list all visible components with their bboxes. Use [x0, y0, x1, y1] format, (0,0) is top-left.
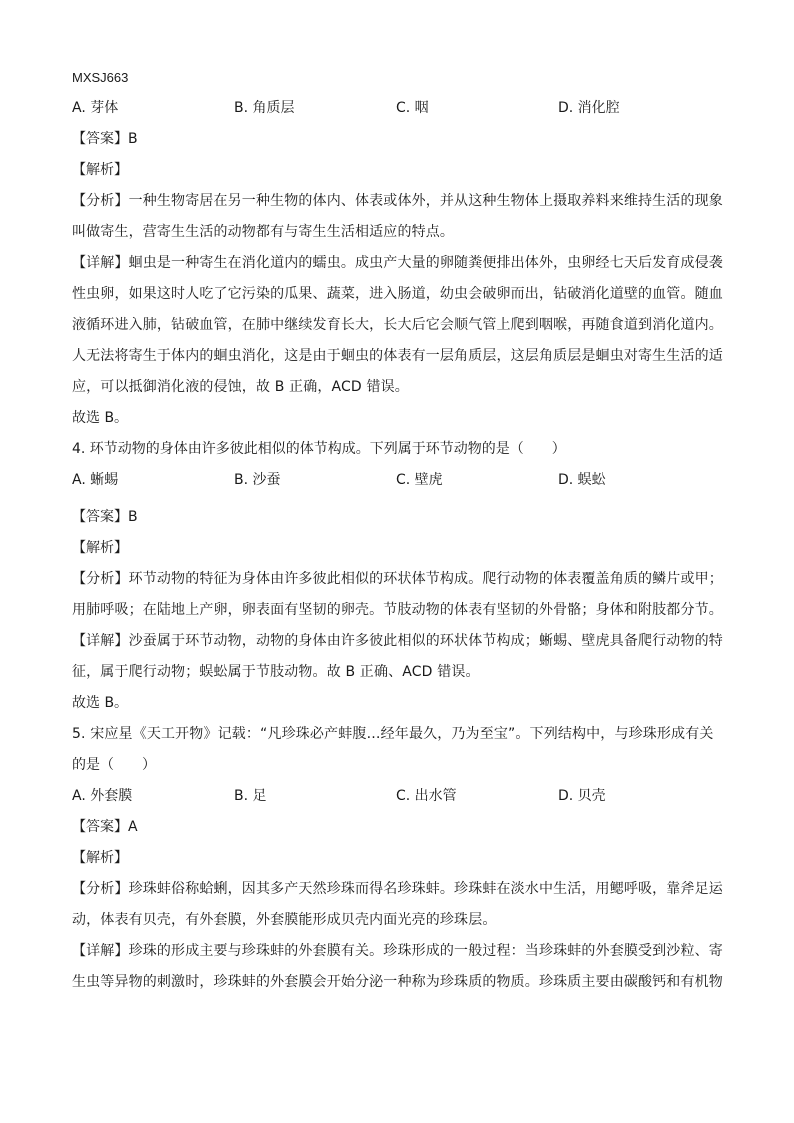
q3-answer: 【答案】B: [72, 131, 138, 147]
q4-option-d: D. 蜈蚣: [558, 472, 606, 488]
q4-analysis-heading: 【解析】: [72, 540, 128, 556]
q5-xiangjie-line: 生虫等异物的刺激时，珍珠蚌的外套膜会开始分泌一种称为珍珠质的物质。珍珠质主要由碳酸钙和有机物: [72, 974, 723, 990]
q4-conclusion: 故选 B。: [72, 695, 129, 711]
q3-option-c: C. 咽: [396, 100, 429, 116]
q3-xiangjie-line: 【详解】蛔虫是一种寄生在消化道内的蠕虫。成虫产大量的卵随粪便排出体外，虫卵经七天后发育成侵袭: [72, 255, 723, 271]
q5-option-a: A. 外套膜: [72, 788, 133, 804]
q4-option-b: B. 沙蚕: [234, 472, 281, 488]
q4-fenxi-line: 用肺呼吸；在陆地上产卵，卵表面有坚韧的卵壳。节肢动物的体表有坚韧的外骨骼；身体和附肢都分节。: [72, 602, 723, 618]
q4-option-a: A. 蜥蜴: [72, 472, 119, 488]
q4-fenxi-line: 【分析】环节动物的特征为身体由许多彼此相似的环状体节构成。爬行动物的体表覆盖角质的鳞片或甲；: [72, 571, 723, 587]
q4-xiangjie-line: 征，属于爬行动物；蜈蚣属于节肢动物。故 B 正确、ACD 错误。: [72, 664, 480, 680]
q5-option-b: B. 足: [234, 788, 267, 804]
q3-analysis-heading: 【解析】: [72, 162, 128, 178]
q3-fenxi-line: 【分析】一种生物寄居在另一种生物的体内、体表或体外，并从这种生物体上摄取养料来维持生活的现象: [72, 193, 723, 209]
q5-answer: 【答案】A: [72, 819, 138, 835]
q3-option-a: A. 芽体: [72, 100, 119, 116]
q5-options: [72, 781, 722, 812]
q3-xiangjie-line: 性虫卵，如果这时人吃了它污染的瓜果、蔬菜，进入肠道，幼虫会破卵而出，钻破消化道壁的血管。随血: [72, 286, 723, 302]
q5-option-c: C. 出水管: [396, 788, 457, 804]
q3-options: [72, 93, 722, 124]
q4-options: [72, 465, 722, 496]
document-page: [72, 62, 722, 998]
q5-option-d: D. 贝壳: [558, 788, 606, 804]
q5-xiangjie-line: 【详解】珍珠的形成主要与珍珠蚌的外套膜有关。珍珠形成的一般过程：当珍珠蚌的外套膜受到沙粒、寄: [72, 943, 723, 959]
q4-option-c: C. 壁虎: [396, 472, 443, 488]
q3-xiangjie-line: 人无法将寄生于体内的蛔虫消化，这是由于蛔虫的体表有一层角质层，这层角质层是蛔虫对寄生生活的适: [72, 348, 723, 364]
q5-fenxi-line: 动，体表有贝壳，有外套膜，外套膜能形成贝壳内面光亮的珍珠层。: [72, 912, 497, 928]
document-code: MXSJ663: [72, 70, 129, 85]
q5-analysis-heading: 【解析】: [72, 850, 128, 866]
q4-answer: 【答案】B: [72, 509, 138, 525]
q3-conclusion: 故选 B。: [72, 410, 129, 426]
q5-stem-line: 的是（ ）: [72, 757, 156, 773]
q3-option-b: B. 角质层: [234, 100, 295, 116]
q3-xiangjie-line: 应，可以抵御消化液的侵蚀，故 B 正确，ACD 错误。: [72, 379, 409, 395]
q3-xiangjie-line: 液循环进入肺，钻破血管，在肺中继续发育长大，长大后它会顺气管上爬到咽喉，再随食道到消化道内。: [72, 317, 723, 333]
q3-option-d: D. 消化腔: [558, 100, 620, 116]
q3-fenxi-line: 叫做寄生，营寄生生活的动物都有与寄生生活相适应的特点。: [72, 224, 455, 240]
q4-xiangjie-line: 【详解】沙蚕属于环节动物，动物的身体由许多彼此相似的环状体节构成；蜥蜴、壁虎具备爬行动物的特: [72, 633, 723, 649]
q5-fenxi-line: 【分析】珍珠蚌俗称蛤蜊，因其多产天然珍珠而得名珍珠蚌。珍珠蚌在淡水中生活，用鳃呼吸，靠斧足运: [72, 881, 723, 897]
q5-stem-line: 5. 宋应星《天工开物》记载：“凡珍珠必产蚌腹…经年最久，乃为至宝”。下列结构中，与珍珠形成有关: [72, 726, 714, 742]
q4-stem: 4. 环节动物的身体由许多彼此相似的体节构成。下列属于环节动物的是（ ）: [72, 441, 566, 457]
